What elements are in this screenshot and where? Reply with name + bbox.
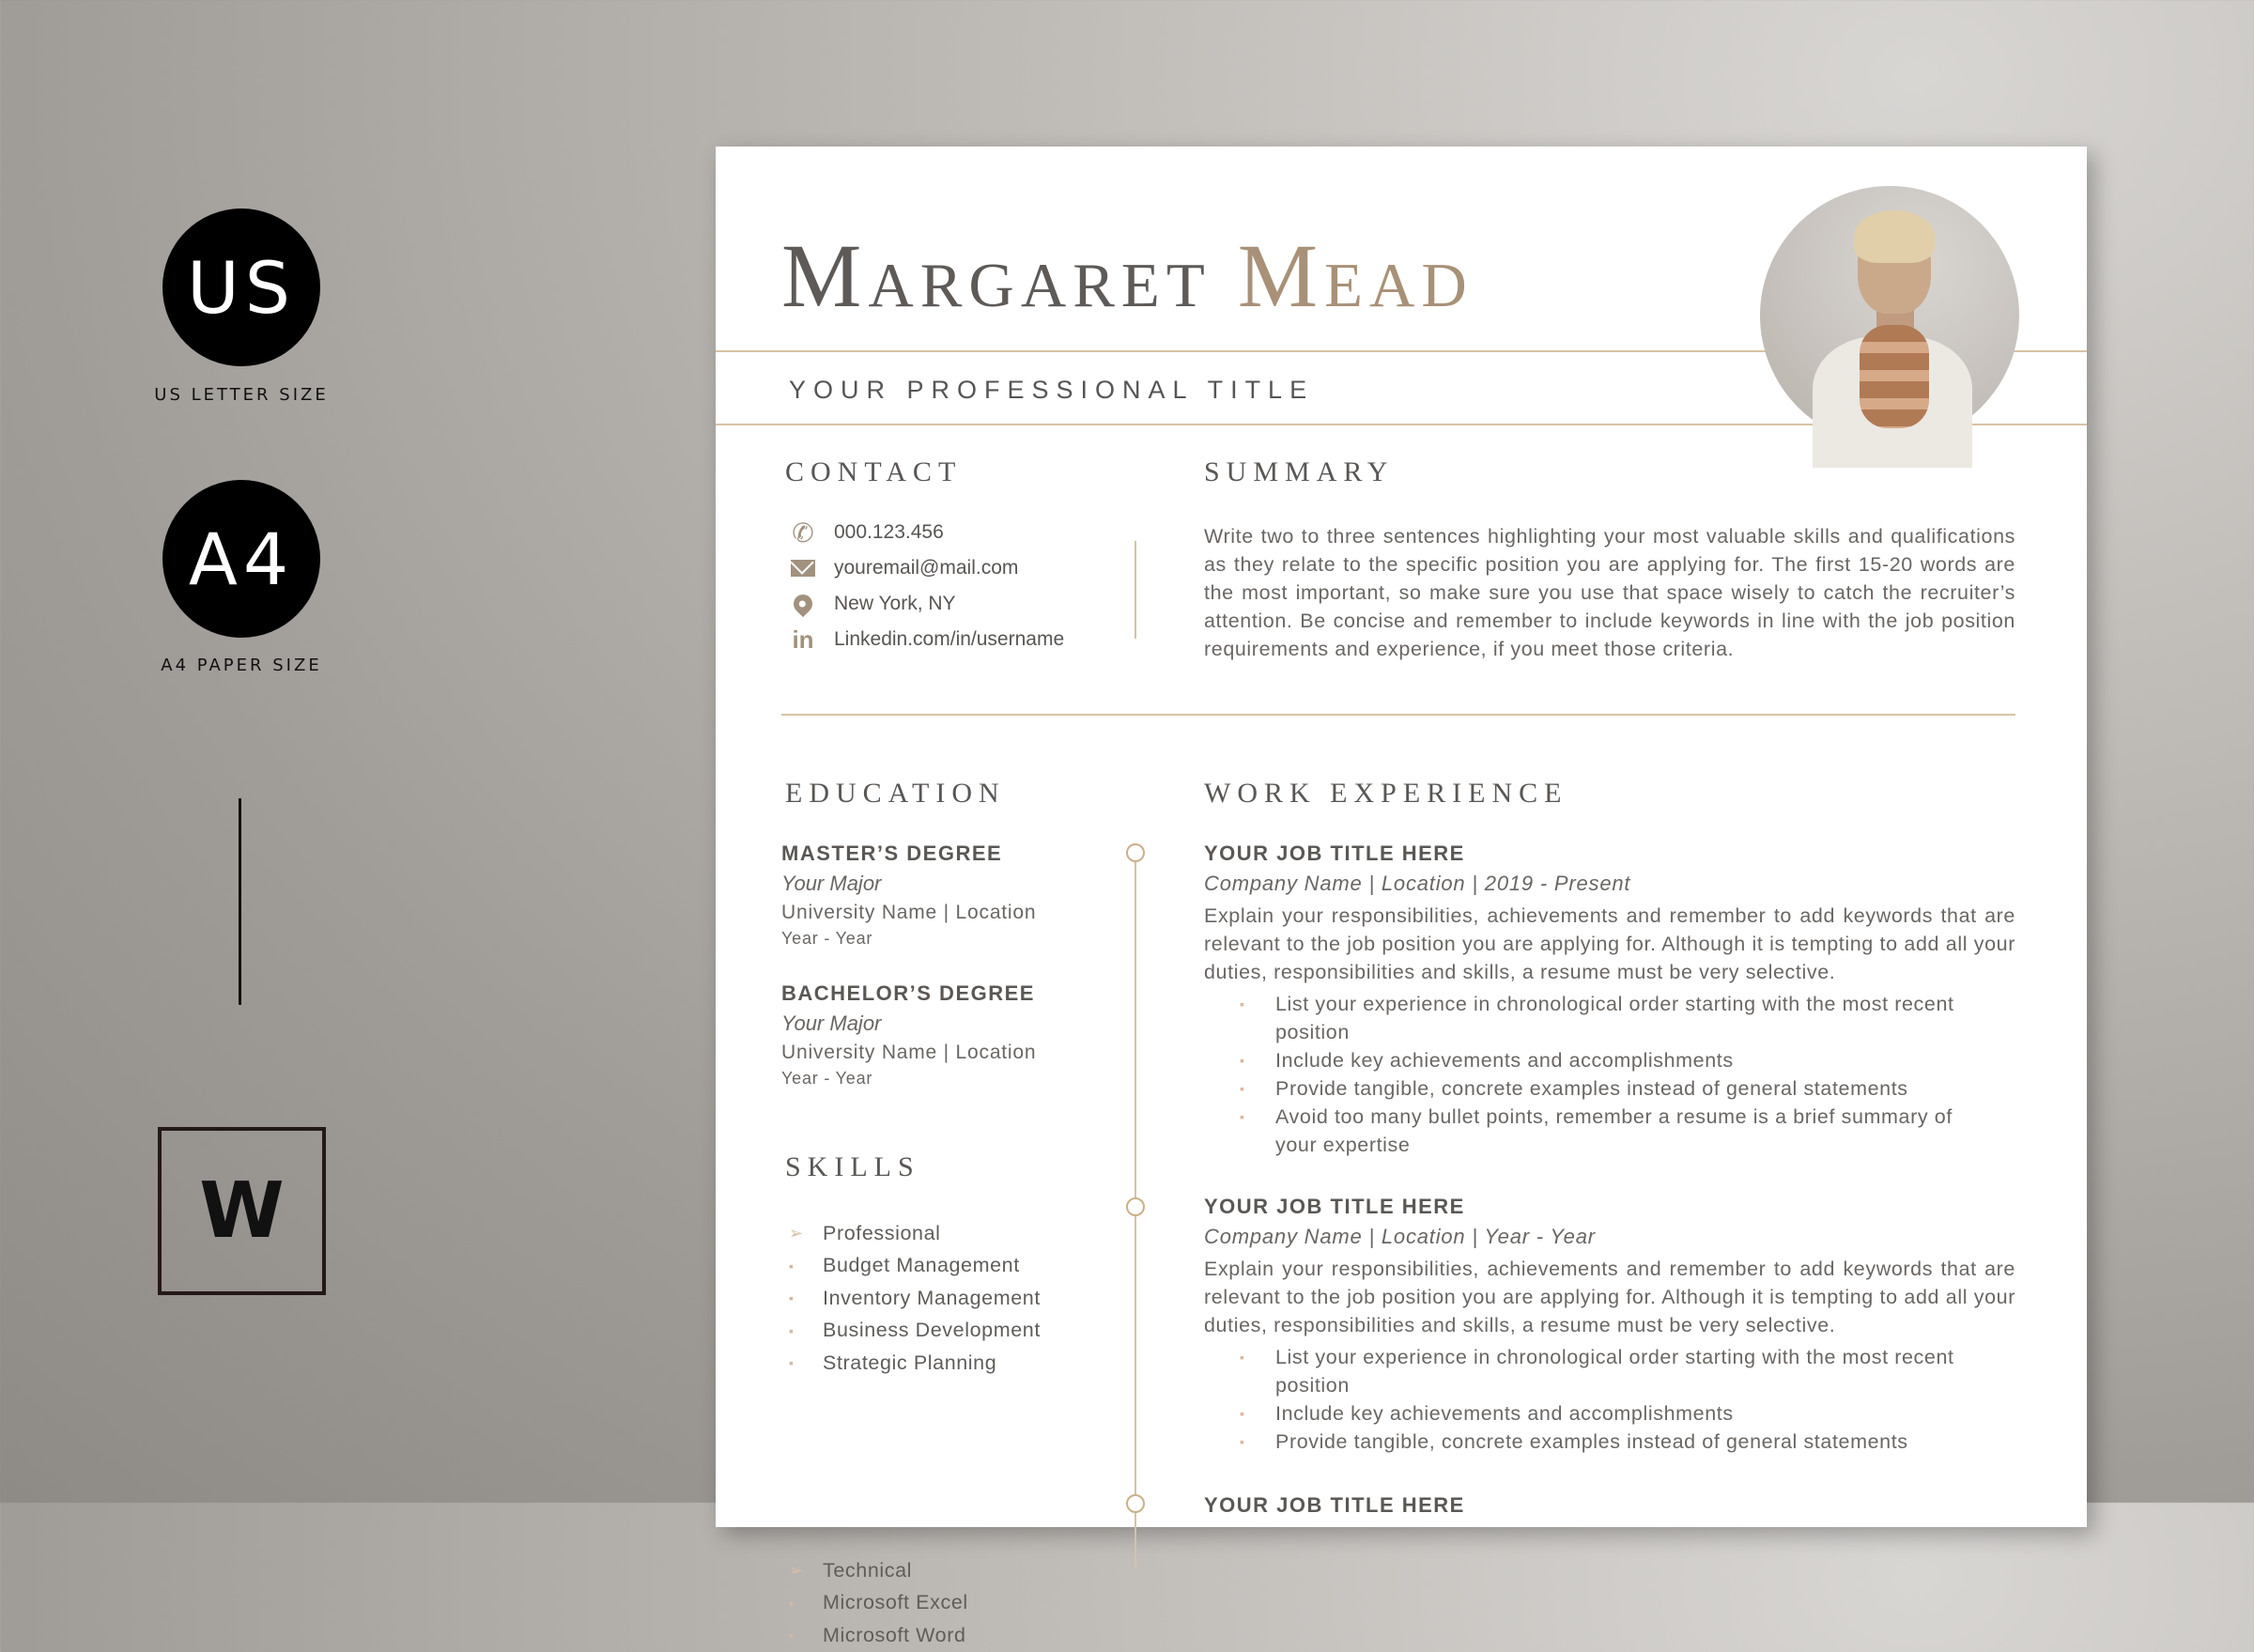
contact-linkedin [789,625,1064,654]
skill-item: ▪ Business Development [789,1319,1041,1342]
job-title: YOUR JOB TITLE HERE [1204,1493,1465,1517]
resume-name [781,225,1474,326]
first-name: Margaret [781,225,1212,326]
education-entry [781,981,1138,1088]
job-title: YOUR JOB TITLE HERE [1204,1195,1465,1218]
square-bullet-icon: ▪ [789,1258,795,1274]
skills-professional-list [789,1217,1041,1380]
education-heading: EDUCATION [785,778,1006,809]
timeline-dot [1126,1197,1145,1216]
word-icon [158,1127,326,1295]
job-bullet: ▪ Include key achievements and accomplishments [1240,1399,1991,1428]
education-entry [781,841,1138,949]
job-entry [1204,841,2015,1159]
us-badge-label: US [187,245,296,330]
square-bullet-icon: ▪ [789,1595,795,1611]
timeline-dot [1126,843,1145,862]
skills-heading: SKILLS [785,1151,920,1182]
mail-icon [789,554,817,582]
work-experience-heading: WORK EXPERIENCE [1204,778,1568,809]
skill-item: ▪ Budget Management [789,1254,1020,1277]
job-bullet: ▪ Include key achievements and accomplishments [1240,1046,1991,1074]
job-title: YOUR JOB TITLE HERE [1204,841,1465,865]
job-company: Company Name | Location | Year - Year [1204,1225,1596,1248]
word-icon-label: W [199,1166,285,1256]
a4-badge-label: A4 [188,517,295,601]
major: Your Major [781,1011,882,1035]
skill-item: ▪ Inventory Management [789,1286,1041,1309]
degree: BACHELOR’S DEGREE [781,981,1035,1005]
major: Your Major [781,872,882,895]
contact-phone [789,518,944,547]
square-bullet-icon: ▪ [789,1628,795,1644]
skill-item: ▪ Microsoft Word [789,1623,966,1646]
divider-line [239,798,241,1005]
a4-badge [162,480,320,638]
location-text: New York, NY [834,593,956,614]
phone-icon: ✆ [792,517,814,548]
job-description: Explain your responsibilities, achievements and remember to add keywords that are relevant to the job position you are applying for. Although it is tempting to add all your duties, responsibilities and skills, a resume must be very selective. [1204,1258,2015,1336]
square-bullet-icon: ▪ [789,1355,795,1371]
job-bullets [1240,1343,2015,1456]
profile-photo [1760,186,2019,445]
contact-heading: CONTACT [785,456,963,487]
a4-caption: A4 PAPER SIZE [161,656,322,675]
job-company: Company Name | Location | 2019 - Present [1204,872,1631,895]
university: University Name | Location [781,1042,1037,1063]
square-bullet-icon: ▪ [789,1322,795,1338]
section-rule [781,714,2015,716]
contact-location [789,590,956,618]
skill-item: ▪ Strategic Planning [789,1351,997,1374]
skill-group-title: ➢ Professional [789,1221,941,1244]
arrow-bullet-icon: ➢ [789,1223,804,1243]
resume-page [716,147,2087,1646]
timeline-dot [1126,1494,1145,1513]
summary-text: Write two to three sentences highlighting your most valuable skills and qualifications as they relate to the specific position you are applying for. The first 15-20 words are the most important, so make sure you use that space wisely to catch the recruiter’s attention. Be concise and remember to include keywords in line with the job position requirements and experience, if you meet those criteria. [1204,525,2015,660]
job-bullets [1240,990,2015,1159]
professional-title: YOUR PROFESSIONAL TITLE [789,376,1315,404]
job-bullet: ▪ Provide tangible, concrete examples instead of general statements [1240,1074,1991,1103]
email-text: youremail@mail.com [834,557,1019,579]
job-entry [1204,1493,2015,1518]
skills-technical-list [789,1554,968,1652]
summary-heading: SUMMARY [1204,456,1395,487]
arrow-bullet-icon: ➢ [789,1560,804,1580]
us-letter-badge [162,208,320,366]
job-entry [1204,1195,2015,1456]
linkedin-icon: in [792,625,814,654]
years: Year - Year [781,1069,873,1088]
job-bullet: ▪ Provide tangible, concrete examples instead of general statements [1240,1428,1991,1456]
job-description: Explain your responsibilities, achievements and remember to add keywords that are relevant to the job position you are applying for. Although it is tempting to add all your duties, responsibilities and skills, a resume must be very selective. [1204,904,2015,983]
university: University Name | Location [781,902,1037,923]
job-bullet: ▪ List your experience in chronological order starting with the most recent position [1240,990,1991,1046]
job-bullet: ▪ List your experience in chronological order starting with the most recent position [1240,1343,1991,1399]
linkedin-text: Linkedin.com/in/username [834,628,1065,650]
contact-divider [1135,541,1136,639]
years: Year - Year [781,929,873,948]
location-pin-icon [789,590,817,618]
us-letter-caption: US LETTER SIZE [154,385,329,405]
skill-item: ▪ Microsoft Excel [789,1591,968,1614]
degree: MASTER’S DEGREE [781,841,1003,865]
skill-group-title: ➢ Technical [789,1558,913,1582]
phone-text: 000.123.456 [834,521,944,543]
contact-email [789,554,1018,582]
last-name: Mead [1237,225,1474,326]
job-bullet: ▪ Avoid too many bullet points, remember a resume is a brief summary of your expertise [1240,1103,1991,1159]
square-bullet-icon: ▪ [789,1290,795,1306]
